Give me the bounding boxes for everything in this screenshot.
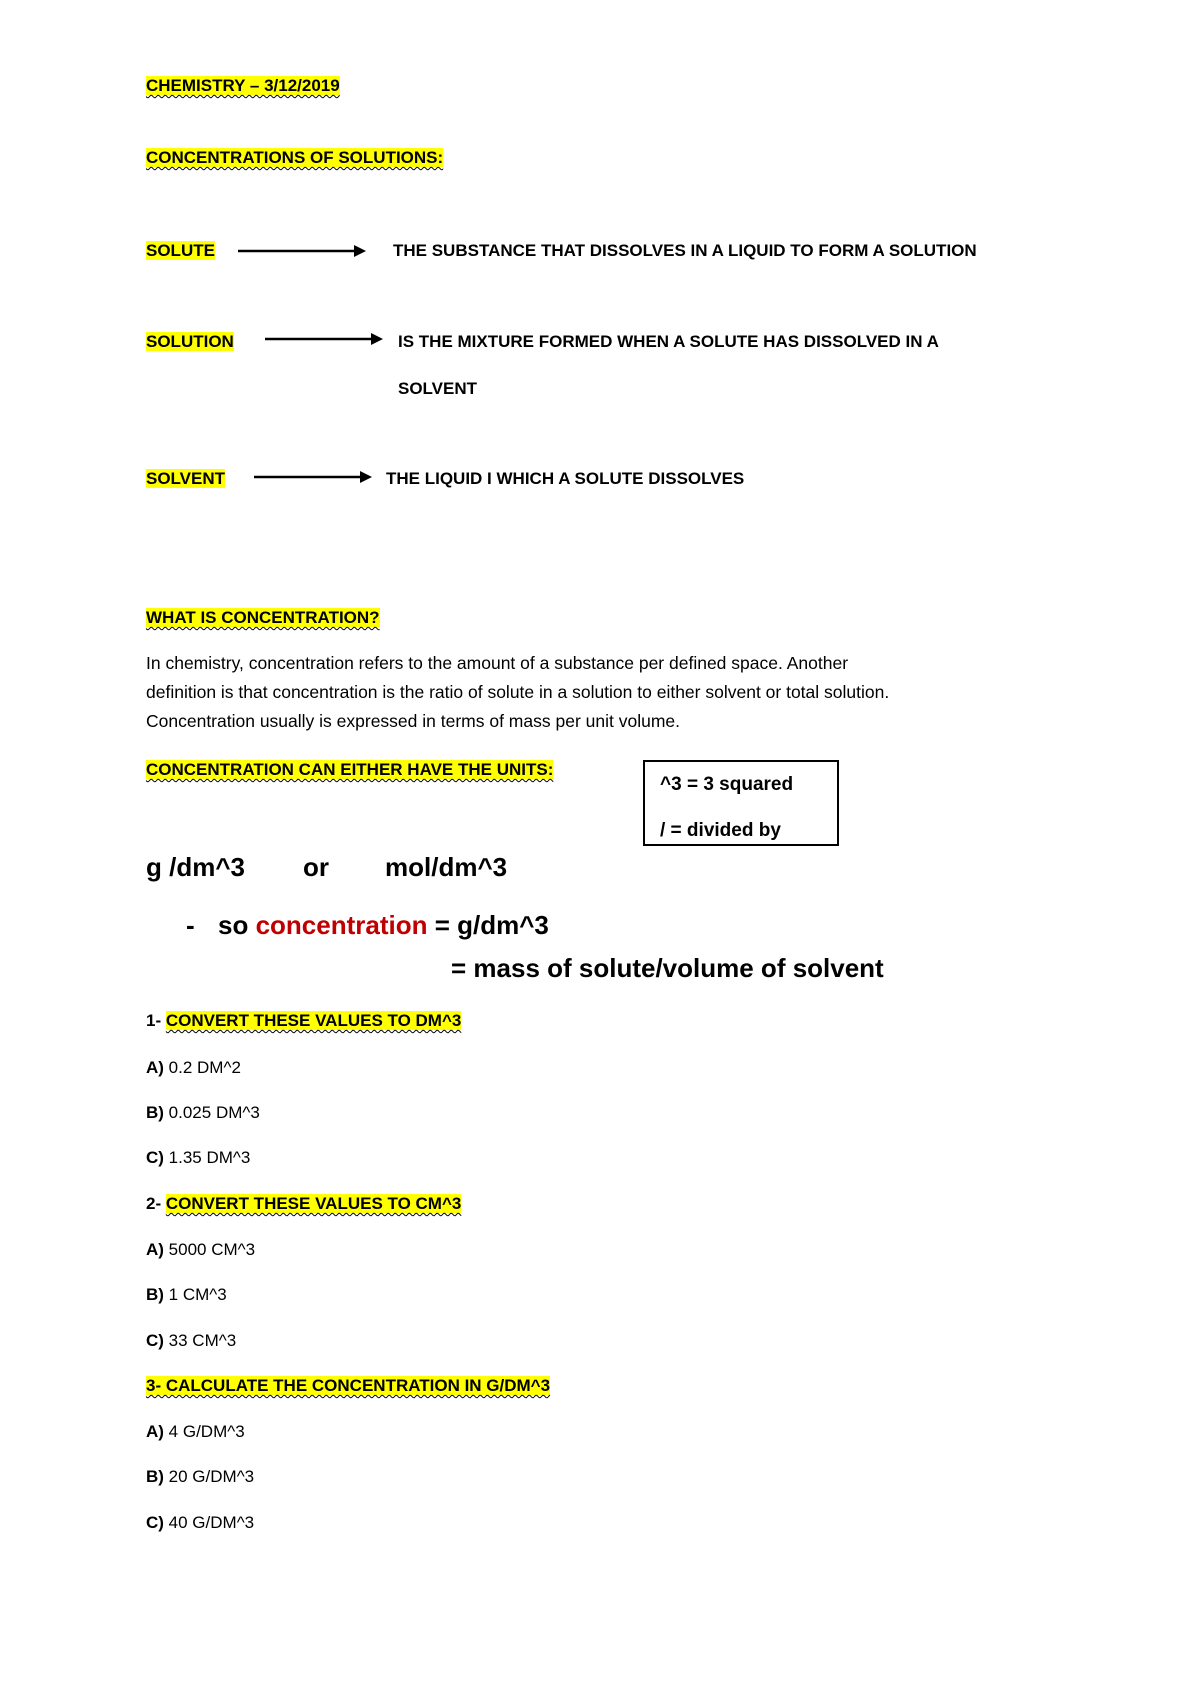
- item-value: 0.2 DM^2: [163, 1058, 241, 1077]
- item-value: 1 CM^3: [163, 1285, 227, 1304]
- list-item: [146, 1148, 250, 1168]
- item-label: B): [146, 1467, 164, 1486]
- item-label: A): [146, 1240, 164, 1259]
- what-is-paragraph: [146, 649, 1106, 736]
- page-title: [146, 76, 340, 96]
- question-3-heading: [146, 1376, 550, 1396]
- question-1-heading: [146, 1011, 461, 1031]
- question-2-heading: [146, 1194, 461, 1214]
- question-heading-text: 3- CALCULATE THE CONCENTRATION IN G/DM^3: [146, 1376, 551, 1395]
- term-solvent: [146, 469, 225, 489]
- note-line-squared: ^3 = 3 squared: [660, 774, 794, 795]
- term-solution: [146, 332, 234, 352]
- definition-solution-line2: SOLVENT: [398, 379, 478, 398]
- list-item: [146, 1285, 227, 1305]
- arrow-icon: [265, 331, 385, 347]
- term-solute-text: SOLUTE: [146, 241, 215, 260]
- item-label: C): [146, 1331, 164, 1350]
- what-is-heading-text: WHAT IS CONCENTRATION?: [146, 608, 380, 627]
- formula-keyword: concentration: [255, 910, 428, 940]
- formula-rhs1: = g/dm^3: [427, 910, 549, 940]
- item-label: B): [146, 1285, 164, 1304]
- note-box: [643, 760, 839, 846]
- item-value: 5000 CM^3: [163, 1240, 256, 1259]
- note-line-divided: / = divided by: [660, 820, 781, 841]
- item-label: C): [146, 1148, 164, 1167]
- item-value: 20 G/DM^3: [163, 1467, 255, 1486]
- units-heading: [146, 760, 553, 780]
- item-label: A): [146, 1422, 164, 1441]
- list-item: [146, 1513, 254, 1533]
- definition-solvent: THE LIQUID I WHICH A SOLUTE DISSOLVES: [386, 469, 745, 488]
- section-heading-text: CONCENTRATIONS OF SOLUTIONS:: [146, 148, 444, 167]
- item-value: 1.35 DM^3: [163, 1148, 251, 1167]
- list-item: [146, 1422, 245, 1442]
- unit-gdm3: g /dm^3: [146, 852, 245, 882]
- formula-line1: [218, 910, 549, 941]
- paragraph-line: definition is that concentration is the ratio of solute in a solution to either solvent or total solution.: [146, 682, 890, 702]
- question-heading-text: CONVERT THESE VALUES TO DM^3: [165, 1011, 462, 1030]
- formula-bullet: -: [186, 910, 195, 940]
- term-solution-text: SOLUTION: [146, 332, 234, 351]
- definition-solution-line1: IS THE MIXTURE FORMED WHEN A SOLUTE HAS DISSOLVED IN A: [398, 332, 939, 351]
- arrow-icon: [254, 469, 374, 485]
- item-label: C): [146, 1513, 164, 1532]
- unit-or: or: [303, 852, 329, 882]
- item-label: A): [146, 1058, 164, 1077]
- paragraph-line: In chemistry, concentration refers to the amount of a substance per defined space. Another: [146, 653, 849, 673]
- units-heading-text: CONCENTRATION CAN EITHER HAVE THE UNITS:: [146, 760, 554, 779]
- formula-line2: = mass of solute/volume of solvent: [451, 953, 884, 983]
- formula-prefix: so: [218, 910, 256, 940]
- paragraph-line: Concentration usually is expressed in terms of mass per unit volume.: [146, 711, 680, 731]
- question-heading-text: CONVERT THESE VALUES TO CM^3: [165, 1194, 462, 1213]
- list-item: [146, 1103, 260, 1123]
- unit-moldm3: mol/dm^3: [385, 852, 508, 882]
- title-text: CHEMISTRY – 3/12/2019: [146, 76, 340, 95]
- list-item: [146, 1331, 236, 1351]
- item-label: B): [146, 1103, 164, 1122]
- list-item: [146, 1240, 255, 1260]
- item-value: 4 G/DM^3: [163, 1422, 245, 1441]
- term-solute: [146, 241, 215, 261]
- item-value: 40 G/DM^3: [163, 1513, 255, 1532]
- term-solvent-text: SOLVENT: [146, 469, 226, 488]
- list-item: [146, 1467, 254, 1487]
- section-heading: [146, 148, 443, 168]
- question-number: 2-: [146, 1194, 166, 1213]
- definition-solute: THE SUBSTANCE THAT DISSOLVES IN A LIQUID TO FORM A SOLUTION: [393, 241, 977, 260]
- arrow-icon: [238, 243, 368, 259]
- question-number: 1-: [146, 1011, 166, 1030]
- what-is-heading: [146, 608, 380, 628]
- item-value: 0.025 DM^3: [163, 1103, 260, 1122]
- list-item: [146, 1058, 241, 1078]
- item-value: 33 CM^3: [163, 1331, 237, 1350]
